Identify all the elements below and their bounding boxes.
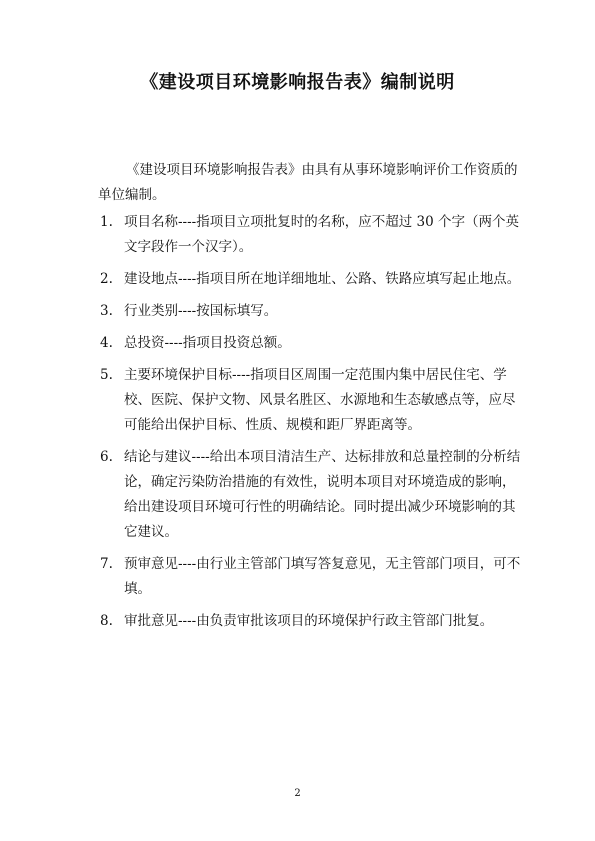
- list-item-text: 建设地点----指项目所在地详细地址、公路、铁路应填写起止地点。: [124, 271, 521, 287]
- page-number: 2: [294, 788, 301, 799]
- list-item-number: 5.: [100, 367, 113, 383]
- list-item-text: 行业类别----按国标填写。: [124, 303, 278, 319]
- instruction-list: [100, 210, 528, 641]
- list-item: [100, 210, 528, 260]
- list-item: [100, 331, 528, 356]
- list-item-number: 8.: [100, 613, 113, 629]
- list-item: [100, 445, 528, 545]
- list-item-text: 结论与建议----给出本项目清洁生产、达标排放和总量控制的分析结论，确定污染防治措施的有效性，说明本项目对环境造成的影响，给出建设项目环境可行性的明确结论。同时提出减少环境影响的其它建议。: [124, 449, 521, 540]
- list-item-text: 审批意见----由负责审批该项目的环境保护行政主管部门批复。: [124, 613, 494, 629]
- list-item-number: 3.: [100, 303, 113, 319]
- list-item-number: 4.: [100, 335, 113, 351]
- intro-paragraph: 《建设项目环境影响报告表》由具有从事环境影响评价工作资质的单位编制。: [98, 162, 518, 203]
- list-item-text: 项目名称----指项目立项批复时的名称，应不超过 30 个字（两个英文字段作一个汉字）。: [124, 214, 520, 255]
- list-item: [100, 552, 528, 602]
- list-item-number: 7.: [100, 556, 113, 572]
- list-item-number: 1.: [100, 214, 113, 230]
- list-item-text: 预审意见----由行业主管部门填写答复意见，无主管部门项目，可不填。: [124, 556, 521, 597]
- list-item: [100, 267, 528, 292]
- document-title: 《建设项目环境影响报告表》编制说明: [140, 72, 455, 93]
- list-item-number: 6.: [100, 449, 113, 465]
- list-item: [100, 609, 528, 634]
- list-item-number: 2.: [100, 271, 113, 287]
- list-item: [100, 299, 528, 324]
- list-item-text: 总投资----指项目投资总额。: [124, 335, 291, 351]
- list-item-text: 主要环境保护目标----指项目区周围一定范围内集中居民住宅、学校、医院、保护文物、风景名胜区、水源地和生态敏感点等，应尽可能给出保护目标、性质、规模和距厂界距离等。: [124, 367, 516, 433]
- list-item: [100, 363, 528, 438]
